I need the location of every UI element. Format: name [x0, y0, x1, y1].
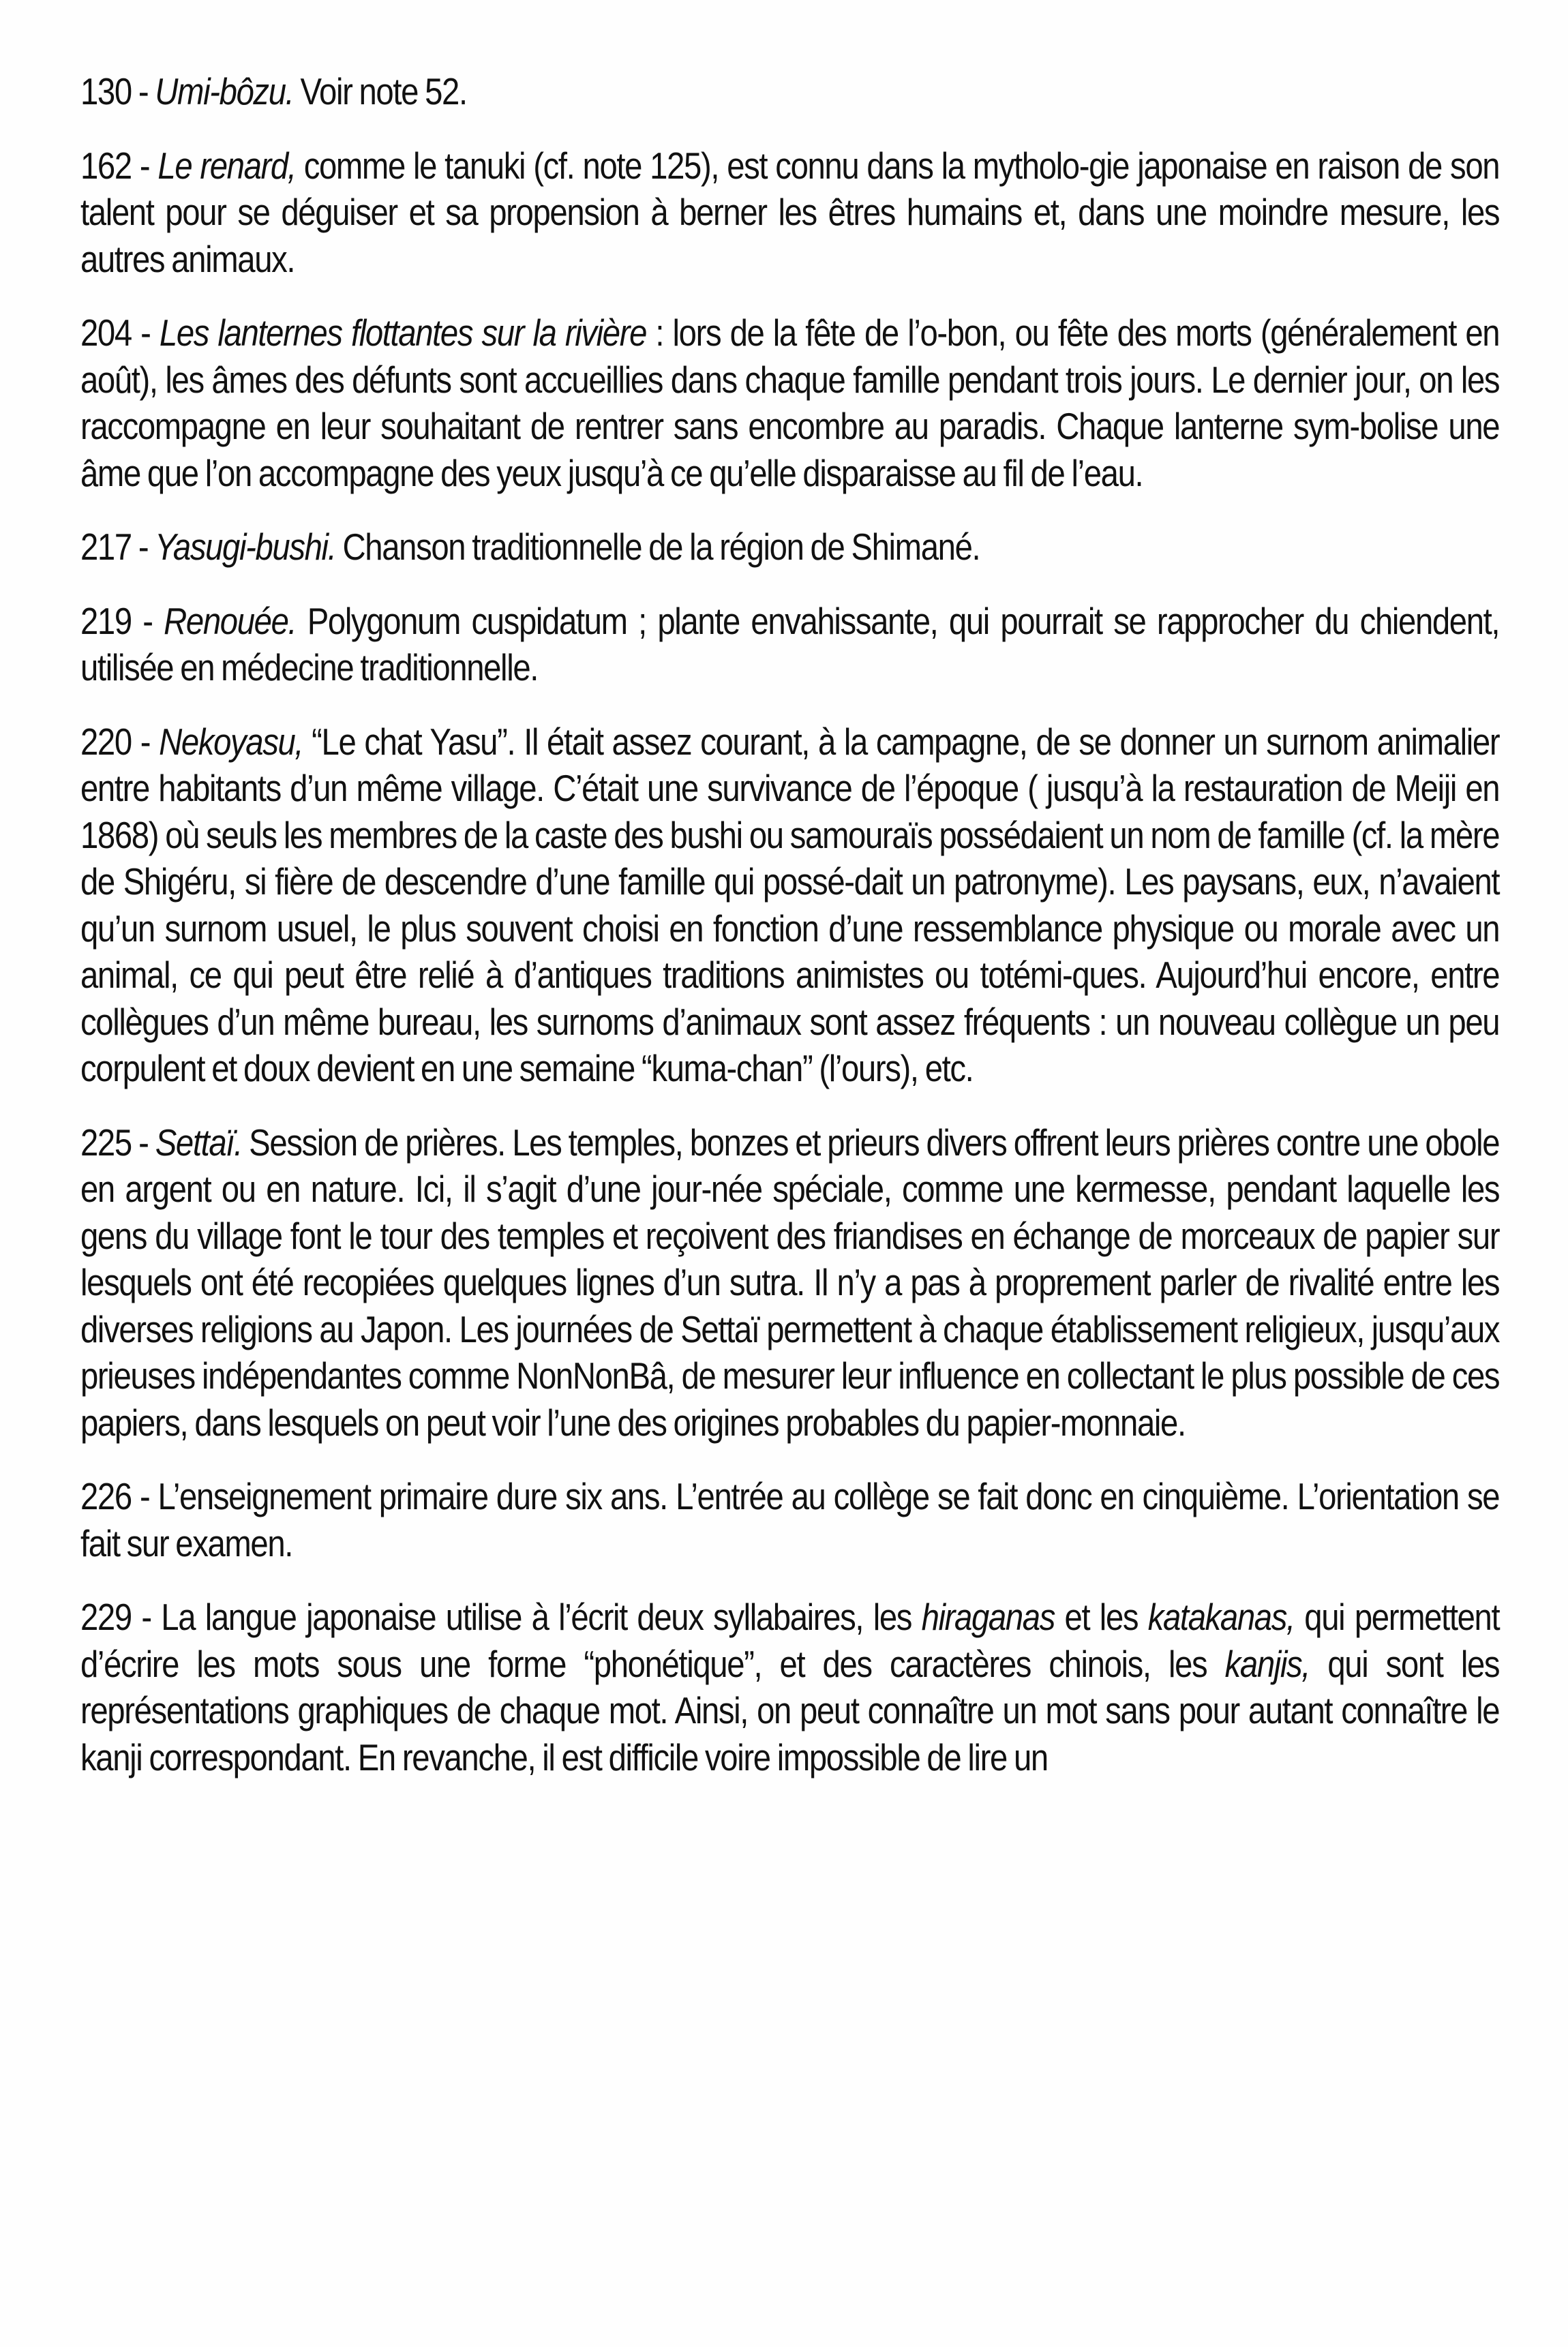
- note-separator: -: [131, 1475, 158, 1517]
- note-number: 162: [80, 144, 132, 187]
- note-text: : lors de la fête de l’o-bon, ou fête des morts (généralement en août), les âmes des défunts sont accueillies dans chaque famille pendant trois jours. Le dernier jour, on les raccompagne en leur souhaitant de rentrer sans encombre au paradis. Chaque lanterne sym-bolise une âme que l’on accompagne des yeux jusqu’à ce qu’elle disparaisse au fil de l’eau.: [80, 312, 1500, 494]
- note-text: L’enseignement primaire dure six ans. L’entrée au collège se fait donc en cinquième. L’orientation se fait sur examen.: [80, 1475, 1500, 1564]
- note-text: qui sont les représentations graphiques de chaque mot. Ainsi, on peut connaître un mot sans pour autant connaître le kanji correspondant. En revanche, il est difficile voire impossible de lire un: [80, 1642, 1500, 1778]
- note-text: et les: [1054, 1596, 1148, 1638]
- note-text: Session de prières. Les temples, bonzes et prieurs divers offrent leurs prières contre une obole en argent ou en nature. Ici, il s’agit d’une jour-née spéciale, comme une kermesse, pendant laquelle les gens du village font le tour des temples et reçoivent des friandises en échange de morceaux de papier sur lesquels ont été recopiées quelques lignes d’un sutra. Il n’y a pas à proprement parler de rivalité entre les diverses religions au Japon. Les journées de Settaï permettent à chaque établissement religieux, jusqu’aux prieuses indépendantes comme NonNonBâ, de mesurer leur influence en collectant le plus possible de ces papiers, dans lesquels on peut voir l’une des origines probables du papier-monnaie.: [80, 1121, 1500, 1444]
- note-number: 219: [80, 599, 132, 642]
- note-term-italic: Settaï.: [155, 1121, 242, 1164]
- note-number: 204: [80, 312, 132, 354]
- note-217: [80, 524, 1499, 571]
- note-separator: -: [131, 526, 155, 568]
- note-number: 220: [80, 720, 132, 763]
- note-162: [80, 142, 1499, 283]
- note-separator: -: [131, 1596, 162, 1638]
- note-term-italic: Nekoyasu,: [159, 720, 303, 763]
- note-220: [80, 718, 1499, 1092]
- notes-list: [80, 68, 1498, 1808]
- note-number: 130: [80, 70, 132, 112]
- note-separator: -: [131, 720, 160, 763]
- note-number: 225: [80, 1121, 132, 1164]
- note-text: qui permettent d’écrire les mots sous une forme “phonétique”, et des caractères chinois, les: [80, 1596, 1500, 1685]
- note-term-italic: hiraganas: [921, 1596, 1055, 1638]
- note-text: Polygonum cuspidatum ; plante envahissante, qui pourrait se rapprocher du chiendent, utilisée en médecine traditionnelle.: [80, 599, 1500, 688]
- note-225: [80, 1119, 1499, 1447]
- note-term-italic: Renouée.: [164, 599, 297, 642]
- note-separator: -: [131, 312, 160, 354]
- note-text: “Le chat Yasu”. Il était assez courant, à la campagne, de se donner un surnom animalier entre habitants d’un même village. C’était une survivance de l’époque ( jusqu’à la restauration de Meiji en 1868) où seuls les membres de la caste des bushi ou samouraïs possédaient un nom de famille (cf. la mère de Shigéru, si fière de descendre d’une famille qui possé-dait un patronyme). Les paysans, eux, n’avaient qu’un surnom usuel, le plus souvent choisi en fonction d’une ressemblance physique ou morale avec un animal, ce qui peut être relié à d’antiques traditions animistes ou totémi-ques. Aujourd’hui encore, entre collègues d’un même bureau, les surnoms d’animaux sont assez fréquents : un nouveau collègue un peu corpulent et doux devient en une semaine “kuma-chan” (l’ours), etc.: [80, 720, 1500, 1089]
- note-219: [80, 598, 1499, 691]
- note-204: [80, 309, 1499, 496]
- note-term-italic: Le renard,: [157, 144, 296, 187]
- note-text: comme le tanuki (cf. note 125), est connu dans la mytholo-gie japonaise en raison de son talent pour se déguiser et sa propension à berner les êtres humains et, dans une moindre mesure, les autres animaux.: [80, 144, 1500, 280]
- note-separator: -: [131, 1121, 155, 1164]
- note-separator: -: [131, 599, 164, 642]
- note-term-italic: kanjis,: [1224, 1642, 1310, 1685]
- note-term-italic: Les lanternes flottantes sur la rivière: [159, 312, 647, 354]
- note-separator: -: [131, 70, 155, 112]
- note-number: 226: [80, 1475, 132, 1517]
- note-term-italic: Umi-bôzu.: [155, 70, 294, 112]
- note-130: [80, 68, 1499, 115]
- note-separator: -: [131, 144, 158, 187]
- note-text: Voir note 52.: [293, 70, 467, 112]
- note-text: La langue japonaise utilise à l’écrit deux syllabaires, les: [161, 1596, 922, 1638]
- note-number: 217: [80, 526, 132, 568]
- note-term-italic: katakanas,: [1147, 1596, 1295, 1638]
- note-number: 229: [80, 1596, 132, 1638]
- note-term-italic: Yasugi-bushi.: [155, 526, 336, 568]
- note-text: Chanson traditionnelle de la région de Shimané.: [335, 526, 980, 568]
- note-229: [80, 1594, 1499, 1781]
- note-226: [80, 1473, 1499, 1566]
